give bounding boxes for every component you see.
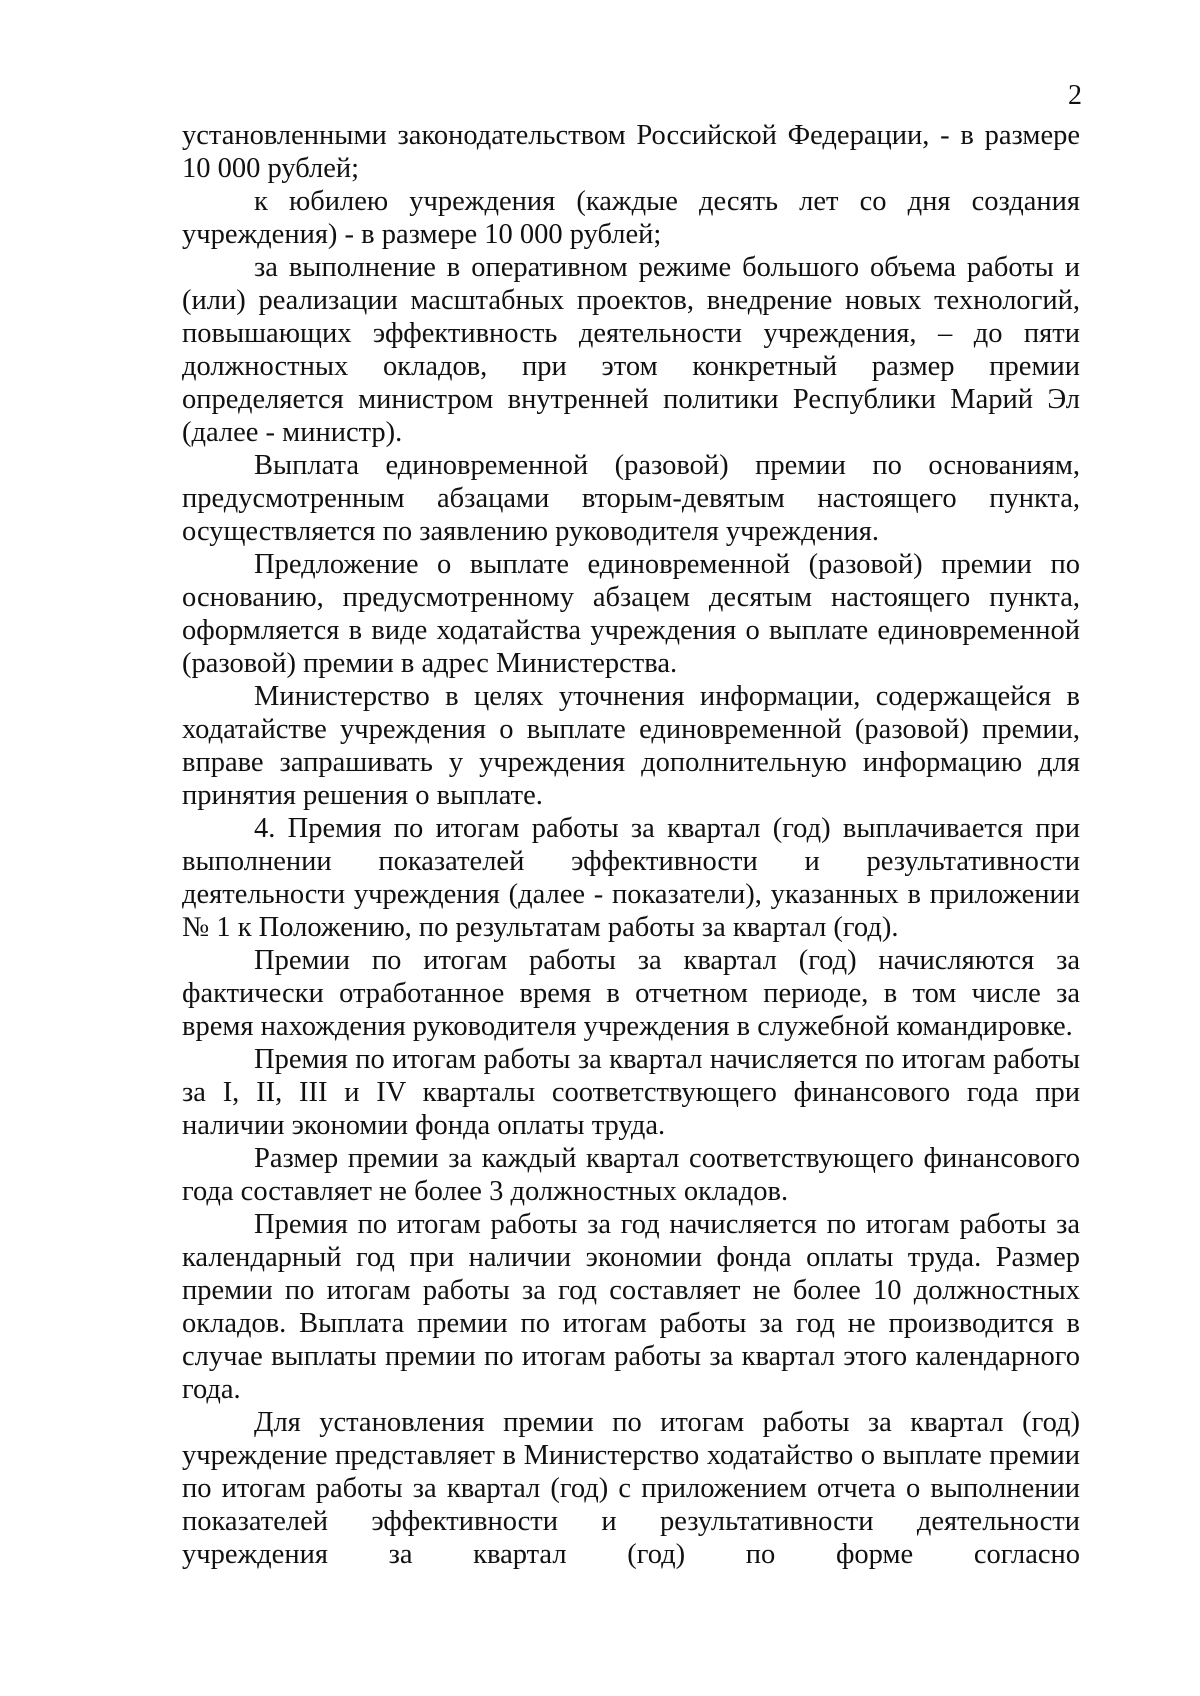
paragraph-12: Для установления премии по итогам работы за квартал (год) учреждение представляет в Министерство ходатайство о выплате премии по итогам работы за квартал (год) с приложением отчета о выполнении показателей эффективности и результативности деятельности учреждения за квартал (год) по форме согласно [182, 1407, 1080, 1570]
paragraph-9: Премия по итогам работы за квартал начисляется по итогам работы за I, II, III и IV кварталы соответствующего финансового года при наличии экономии фонда оплаты труда. [182, 1044, 1080, 1141]
document-body [182, 119, 1080, 1571]
page-number: 2 [1068, 80, 1082, 111]
paragraph-2: к юбилею учреждения (каждые десять лет со дня создания учреждения) - в размере 10 000 рублей; [182, 186, 1080, 250]
paragraph-5: Предложение о выплате единовременной (разовой) премии по основанию, предусмотренному абзацем десятым настоящего пункта, оформляется в виде ходатайства учреждения о выплате единовременной (разовой) премии в адрес Министерства. [182, 549, 1080, 679]
paragraph-7: 4. Премия по итогам работы за квартал (год) выплачивается при выполнении показателей эффективности и результативности деятельности учреждения (далее - показатели), указанных в приложении № 1 к Положению, по результатам работы за квартал (год). [182, 813, 1080, 943]
paragraph-4: Выплата единовременной (разовой) премии по основаниям, предусмотренным абзацами вторым-девятым настоящего пункта, осуществляется по заявлению руководителя учреждения. [182, 450, 1080, 547]
paragraph-3: за выполнение в оперативном режиме большого объема работы и (или) реализации масштабных проектов, внедрение новых технологий, повышающих эффективность деятельности учреждения, – до пяти должностных окладов, при этом конкретный размер премии определяется министром внутренней политики Республики Марий Эл (далее - министр). [182, 252, 1080, 448]
paragraph-11: Премия по итогам работы за год начисляется по итогам работы за календарный год при наличии экономии фонда оплаты труда. Размер премии по итогам работы за год составляет не более 10 должностных окладов. Выплата премии по итогам работы за год не производится в случае выплаты премии по итогам работы за квартал этого календарного года. [182, 1209, 1080, 1405]
paragraph-1: установленными законодательством Российской Федерации, - в размере 10 000 рублей; [182, 120, 1080, 184]
paragraph-8: Премии по итогам работы за квартал (год) начисляются за фактически отработанное время в отчетном периоде, в том числе за время нахождения руководителя учреждения в служебной командировке. [182, 945, 1080, 1042]
paragraph-10: Размер премии за каждый квартал соответствующего финансового года составляет не более 3 должностных окладов. [182, 1143, 1080, 1207]
paragraph-6: Министерство в целях уточнения информации, содержащейся в ходатайстве учреждения о выплате единовременной (разовой) премии, вправе запрашивать у учреждения дополнительную информацию для принятия решения о выплате. [182, 681, 1080, 811]
